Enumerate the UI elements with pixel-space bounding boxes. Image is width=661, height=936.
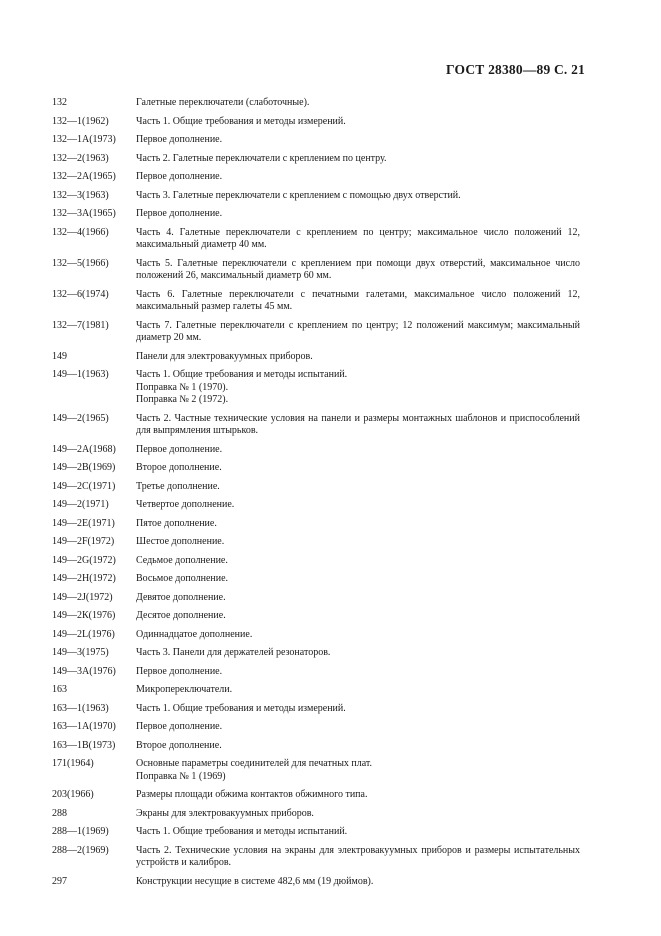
standard-description <box>136 789 580 802</box>
standard-code: 149—2F(1972) <box>52 536 115 547</box>
standard-description <box>136 666 580 679</box>
standard-description <box>136 845 580 870</box>
list-item <box>52 289 580 314</box>
standard-description <box>136 320 580 345</box>
standard-description <box>136 171 580 184</box>
list-item <box>52 703 580 716</box>
standard-description <box>136 826 580 839</box>
list-item <box>52 499 580 512</box>
standard-description <box>136 629 580 642</box>
standard-code: 149—2(1971) <box>52 499 109 510</box>
standard-description <box>136 97 580 110</box>
standard-code: 149—2Н(1972) <box>52 573 116 584</box>
standard-description <box>136 208 580 221</box>
description-line: Поправка № 1 (1970). <box>136 381 229 393</box>
standard-description <box>136 134 580 147</box>
standard-code: 149—2J(1972) <box>52 591 113 603</box>
standard-description <box>136 808 580 821</box>
list-item <box>52 876 580 889</box>
list-item <box>52 740 580 753</box>
standard-code: 132—1А(1973) <box>52 134 116 145</box>
list-item <box>52 369 580 407</box>
standard-code: 132—7(1981) <box>52 319 109 331</box>
description-line: Часть 1. Общие требования и методы испытаний. <box>136 369 348 380</box>
standard-description <box>136 462 580 475</box>
list-item <box>52 647 580 660</box>
standard-code: 171(1964) <box>52 758 94 769</box>
page-header: ГОСТ 28380—89 С. 21 <box>446 62 585 77</box>
list-item <box>52 462 580 475</box>
standard-description <box>136 190 580 203</box>
standard-code: 149—3А(1976) <box>52 665 116 677</box>
description-line: Первое дополнение. <box>136 134 223 145</box>
standard-description <box>136 555 580 568</box>
list-item <box>52 351 580 364</box>
standard-code: 132—6(1974) <box>52 288 109 300</box>
standard-description <box>136 481 580 494</box>
description-line: Часть 2. Технические условия на экраны для электровакуумных приборов и размеры испытательных устройств и калибров. <box>136 844 580 868</box>
standard-description <box>136 573 580 586</box>
description-line: Панели для электровакуумных приборов. <box>136 350 313 362</box>
description-line: Первое дополнение. <box>136 171 223 182</box>
list-item <box>52 208 580 221</box>
standard-code: 288 <box>52 807 67 819</box>
standard-code: 288—1(1969) <box>52 826 109 837</box>
standard-code: 149 <box>52 350 67 362</box>
standard-code: 149—2В(1969) <box>52 462 116 473</box>
standard-code: 163—1В(1973) <box>52 739 116 751</box>
list-item <box>52 826 580 839</box>
standard-code: 288—2(1969) <box>52 844 109 856</box>
standard-code: 132—2А(1965) <box>52 171 116 182</box>
description-line: Пятое дополнение. <box>136 517 217 529</box>
description-line: Часть 3. Панели для держателей резонаторов. <box>136 647 331 658</box>
description-line: Часть 1. Общие требования и методы испытаний. <box>136 826 348 837</box>
standard-description <box>136 610 580 623</box>
list-item <box>52 845 580 870</box>
standard-description <box>136 227 580 252</box>
standard-description <box>136 499 580 512</box>
list-item <box>52 555 580 568</box>
list-item <box>52 258 580 283</box>
standard-code: 149—2С(1971) <box>52 480 116 492</box>
list-item <box>52 573 580 586</box>
description-line: Размеры площади обжима контактов обжимного типа. <box>136 789 368 800</box>
standard-code: 149—2К(1976) <box>52 610 116 621</box>
standard-description <box>136 592 580 605</box>
standard-description <box>136 647 580 660</box>
standard-code: 132—3(1963) <box>52 189 109 201</box>
list-item <box>52 320 580 345</box>
standard-description <box>136 536 580 549</box>
list-item <box>52 153 580 166</box>
standard-description <box>136 351 580 364</box>
description-line: Основные параметры соединителей для печатных плат. <box>136 758 373 769</box>
list-item <box>52 789 580 802</box>
description-line: Часть 4. Галетные переключатели с креплением по центру; максимальное число положений 12, максимальный диаметр 40 мм. <box>136 226 580 250</box>
description-line: Галетные переключатели (слаботочные). <box>136 97 310 108</box>
list-item <box>52 536 580 549</box>
description-line: Первое дополнение. <box>136 665 223 677</box>
list-item <box>52 134 580 147</box>
description-line: Второе дополнение. <box>136 462 222 473</box>
standard-code: 149—2L(1976) <box>52 628 115 640</box>
standard-description <box>136 684 580 697</box>
standard-code: 149—2А(1968) <box>52 443 116 455</box>
description-line: Первое дополнение. <box>136 443 223 455</box>
standards-list <box>52 97 580 894</box>
standard-code: 132—3А(1965) <box>52 208 116 219</box>
list-item <box>52 481 580 494</box>
description-line: Экраны для электровакуумных приборов. <box>136 807 314 819</box>
standard-code: 149—2Е(1971) <box>52 517 115 529</box>
standard-code: 132—5(1966) <box>52 257 109 269</box>
standard-code: 203(1966) <box>52 789 94 800</box>
description-line: Часть 1. Общие требования и методы измерений. <box>136 702 346 714</box>
standard-description <box>136 876 580 889</box>
standard-description <box>136 721 580 734</box>
standard-code: 297 <box>52 875 67 887</box>
list-item <box>52 808 580 821</box>
standard-description <box>136 444 580 457</box>
standard-code: 149—2G(1972) <box>52 554 116 566</box>
list-item <box>52 444 580 457</box>
description-line: Часть 2. Частные технические условия на панели и размеры монтажных шаблонов и приспособлений для выпрямления штырьков. <box>136 412 580 436</box>
list-item <box>52 666 580 679</box>
description-line: Десятое дополнение. <box>136 610 226 621</box>
description-line: Поправка № 2 (1972). <box>136 394 229 405</box>
description-line: Первое дополнение. <box>136 721 223 732</box>
standard-description <box>136 289 580 314</box>
description-line: Часть 2. Галетные переключатели с креплением по центру. <box>136 152 387 164</box>
standard-code: 149—2(1965) <box>52 412 109 424</box>
description-line: Часть 6. Галетные переключатели с печатными галетами, максимальное число положений 12, максимальный размер галеты 45 мм. <box>136 288 580 312</box>
standard-description <box>136 758 580 783</box>
list-item <box>52 413 580 438</box>
description-line: Восьмое дополнение. <box>136 573 229 584</box>
standard-code: 132 <box>52 97 67 108</box>
list-item <box>52 721 580 734</box>
description-line: Часть 7. Галетные переключатели с креплением по центру; 12 положений максимум; максимальный диаметр 20 мм. <box>136 319 580 343</box>
list-item <box>52 629 580 642</box>
standard-description <box>136 518 580 531</box>
list-item <box>52 592 580 605</box>
list-item <box>52 758 580 783</box>
standard-code: 163—1(1963) <box>52 702 109 714</box>
description-line: Девятое дополнение. <box>136 591 226 603</box>
list-item <box>52 190 580 203</box>
standard-code: 149—1(1963) <box>52 369 109 380</box>
description-line: Одиннадцатое дополнение. <box>136 628 253 640</box>
standard-description <box>136 740 580 753</box>
description-line: Поправка № 1 (1969) <box>136 770 226 782</box>
list-item <box>52 97 580 110</box>
description-line: Конструкции несущие в системе 482,6 мм (19 дюймов). <box>136 875 374 887</box>
list-item <box>52 610 580 623</box>
description-line: Второе дополнение. <box>136 739 222 751</box>
standard-description <box>136 369 580 407</box>
standard-code: 132—2(1963) <box>52 152 109 164</box>
standard-code: 163 <box>52 684 67 695</box>
standard-description <box>136 153 580 166</box>
list-item <box>52 684 580 697</box>
description-line: Микропереключатели. <box>136 684 233 695</box>
description-line: Часть 5. Галетные переключатели с креплением при помощи двух отверстий, максимальное число положений 26, максимальный диаметр 60 мм. <box>136 257 580 281</box>
standard-code: 132—4(1966) <box>52 226 109 238</box>
standard-description <box>136 703 580 716</box>
list-item <box>52 171 580 184</box>
description-line: Седьмое дополнение. <box>136 554 228 566</box>
description-line: Часть 1. Общие требования и методы измерений. <box>136 115 346 127</box>
list-item <box>52 227 580 252</box>
description-line: Первое дополнение. <box>136 208 223 219</box>
standard-code: 132—1(1962) <box>52 115 109 127</box>
description-line: Шестое дополнение. <box>136 536 225 547</box>
description-line: Часть 3. Галетные переключатели с креплением с помощью двух отверстий. <box>136 189 461 201</box>
list-item <box>52 116 580 129</box>
standard-code: 149—3(1975) <box>52 647 109 658</box>
description-line: Третье дополнение. <box>136 480 220 492</box>
standard-description <box>136 116 580 129</box>
list-item <box>52 518 580 531</box>
standard-description <box>136 258 580 283</box>
description-line: Четвертое дополнение. <box>136 499 235 510</box>
standard-code: 163—1А(1970) <box>52 721 116 732</box>
standard-description <box>136 413 580 438</box>
